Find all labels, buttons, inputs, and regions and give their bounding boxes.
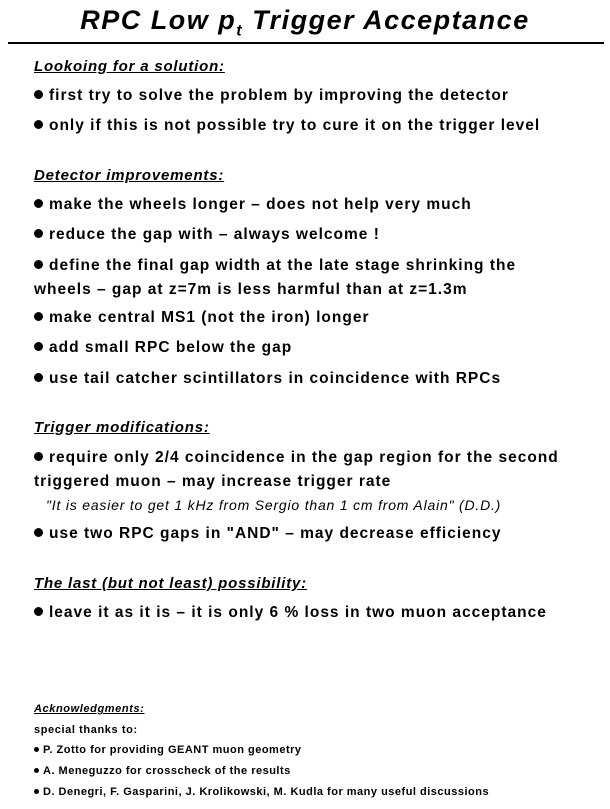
- quote: "It is easier to get 1 kHz from Sergio than 1 cm from Alain" (D.D.): [46, 497, 502, 513]
- bullet-dot: [34, 373, 43, 382]
- bullet-dot: [34, 90, 43, 99]
- bullet-dot: [34, 199, 43, 208]
- bullet-text: leave it as it is – it is only 6 % loss in two muon acceptance: [49, 604, 547, 621]
- heading-detector: Detector improvements:: [34, 167, 225, 184]
- bullet-continuation: wheels – gap at z=7m is less harmful than at z=1.3m: [34, 281, 468, 298]
- bullet-dot: [34, 789, 39, 794]
- acknowledgment-item: [34, 765, 291, 777]
- bullet-item: [34, 370, 501, 388]
- bullet-item: [34, 87, 509, 105]
- bullet-item: [34, 309, 370, 327]
- bullet-dot: [34, 120, 43, 129]
- heading-solution: Lookoing for a solution:: [34, 58, 225, 75]
- bullet-text: use tail catcher scintillators in coincidence with RPCs: [49, 370, 502, 387]
- title-pre: RPC Low p: [80, 5, 237, 35]
- title-underline: [8, 42, 604, 44]
- bullet-item: [34, 525, 501, 543]
- acknowledgment-item: [34, 786, 489, 798]
- bullet-dot: [34, 607, 43, 616]
- bullet-text: make the wheels longer – does not help very much: [49, 196, 472, 213]
- bullet-text: use two RPC gaps in "AND" – may decrease efficiency: [49, 525, 502, 542]
- bullet-item: [34, 226, 380, 244]
- acknowledgment-text: P. Zotto for providing GEANT muon geometry: [43, 744, 302, 756]
- title-post: Trigger Acceptance: [243, 5, 530, 35]
- bullet-dot: [34, 342, 43, 351]
- bullet-text: define the final gap width at the late stage shrinking the: [49, 257, 517, 274]
- bullet-dot: [34, 312, 43, 321]
- bullet-dot: [34, 229, 43, 238]
- bullet-text: first try to solve the problem by improving the detector: [49, 87, 509, 104]
- acknowledgment-text: D. Denegri, F. Gasparini, J. Krolikowski, M. Kudla for many useful discussions: [43, 786, 490, 798]
- acknowledgments-heading: Acknowledgments:: [34, 703, 145, 715]
- bullet-dot: [34, 528, 43, 537]
- bullet-continuation: triggered muon – may increase trigger rate: [34, 473, 392, 490]
- bullet-item: [34, 339, 292, 357]
- acknowledgment-item: [34, 744, 302, 756]
- bullet-dot: [34, 260, 43, 269]
- bullet-text: only if this is not possible try to cure it on the trigger level: [49, 117, 541, 134]
- bullet-text: reduce the gap with – always welcome !: [49, 226, 380, 243]
- bullet-item: [34, 117, 540, 135]
- title-subscript: t: [236, 22, 244, 40]
- bullet-item: [34, 604, 547, 622]
- heading-trigger: Trigger modifications:: [34, 419, 210, 436]
- bullet-dot: [34, 768, 39, 773]
- bullet-text: require only 2/4 coincidence in the gap region for the second: [49, 449, 559, 466]
- acknowledgments-intro: special thanks to:: [34, 724, 138, 736]
- bullet-dot: [34, 747, 39, 752]
- bullet-text: add small RPC below the gap: [49, 339, 293, 356]
- bullet-item: [34, 257, 516, 275]
- bullet-text: make central MS1 (not the iron) longer: [49, 309, 370, 326]
- bullet-item: [34, 449, 559, 467]
- heading-last: The last (but not least) possibility:: [34, 575, 307, 592]
- page-title: [0, 5, 610, 40]
- acknowledgment-text: A. Meneguzzo for crosscheck of the results: [43, 765, 291, 777]
- bullet-item: [34, 196, 472, 214]
- bullet-dot: [34, 452, 43, 461]
